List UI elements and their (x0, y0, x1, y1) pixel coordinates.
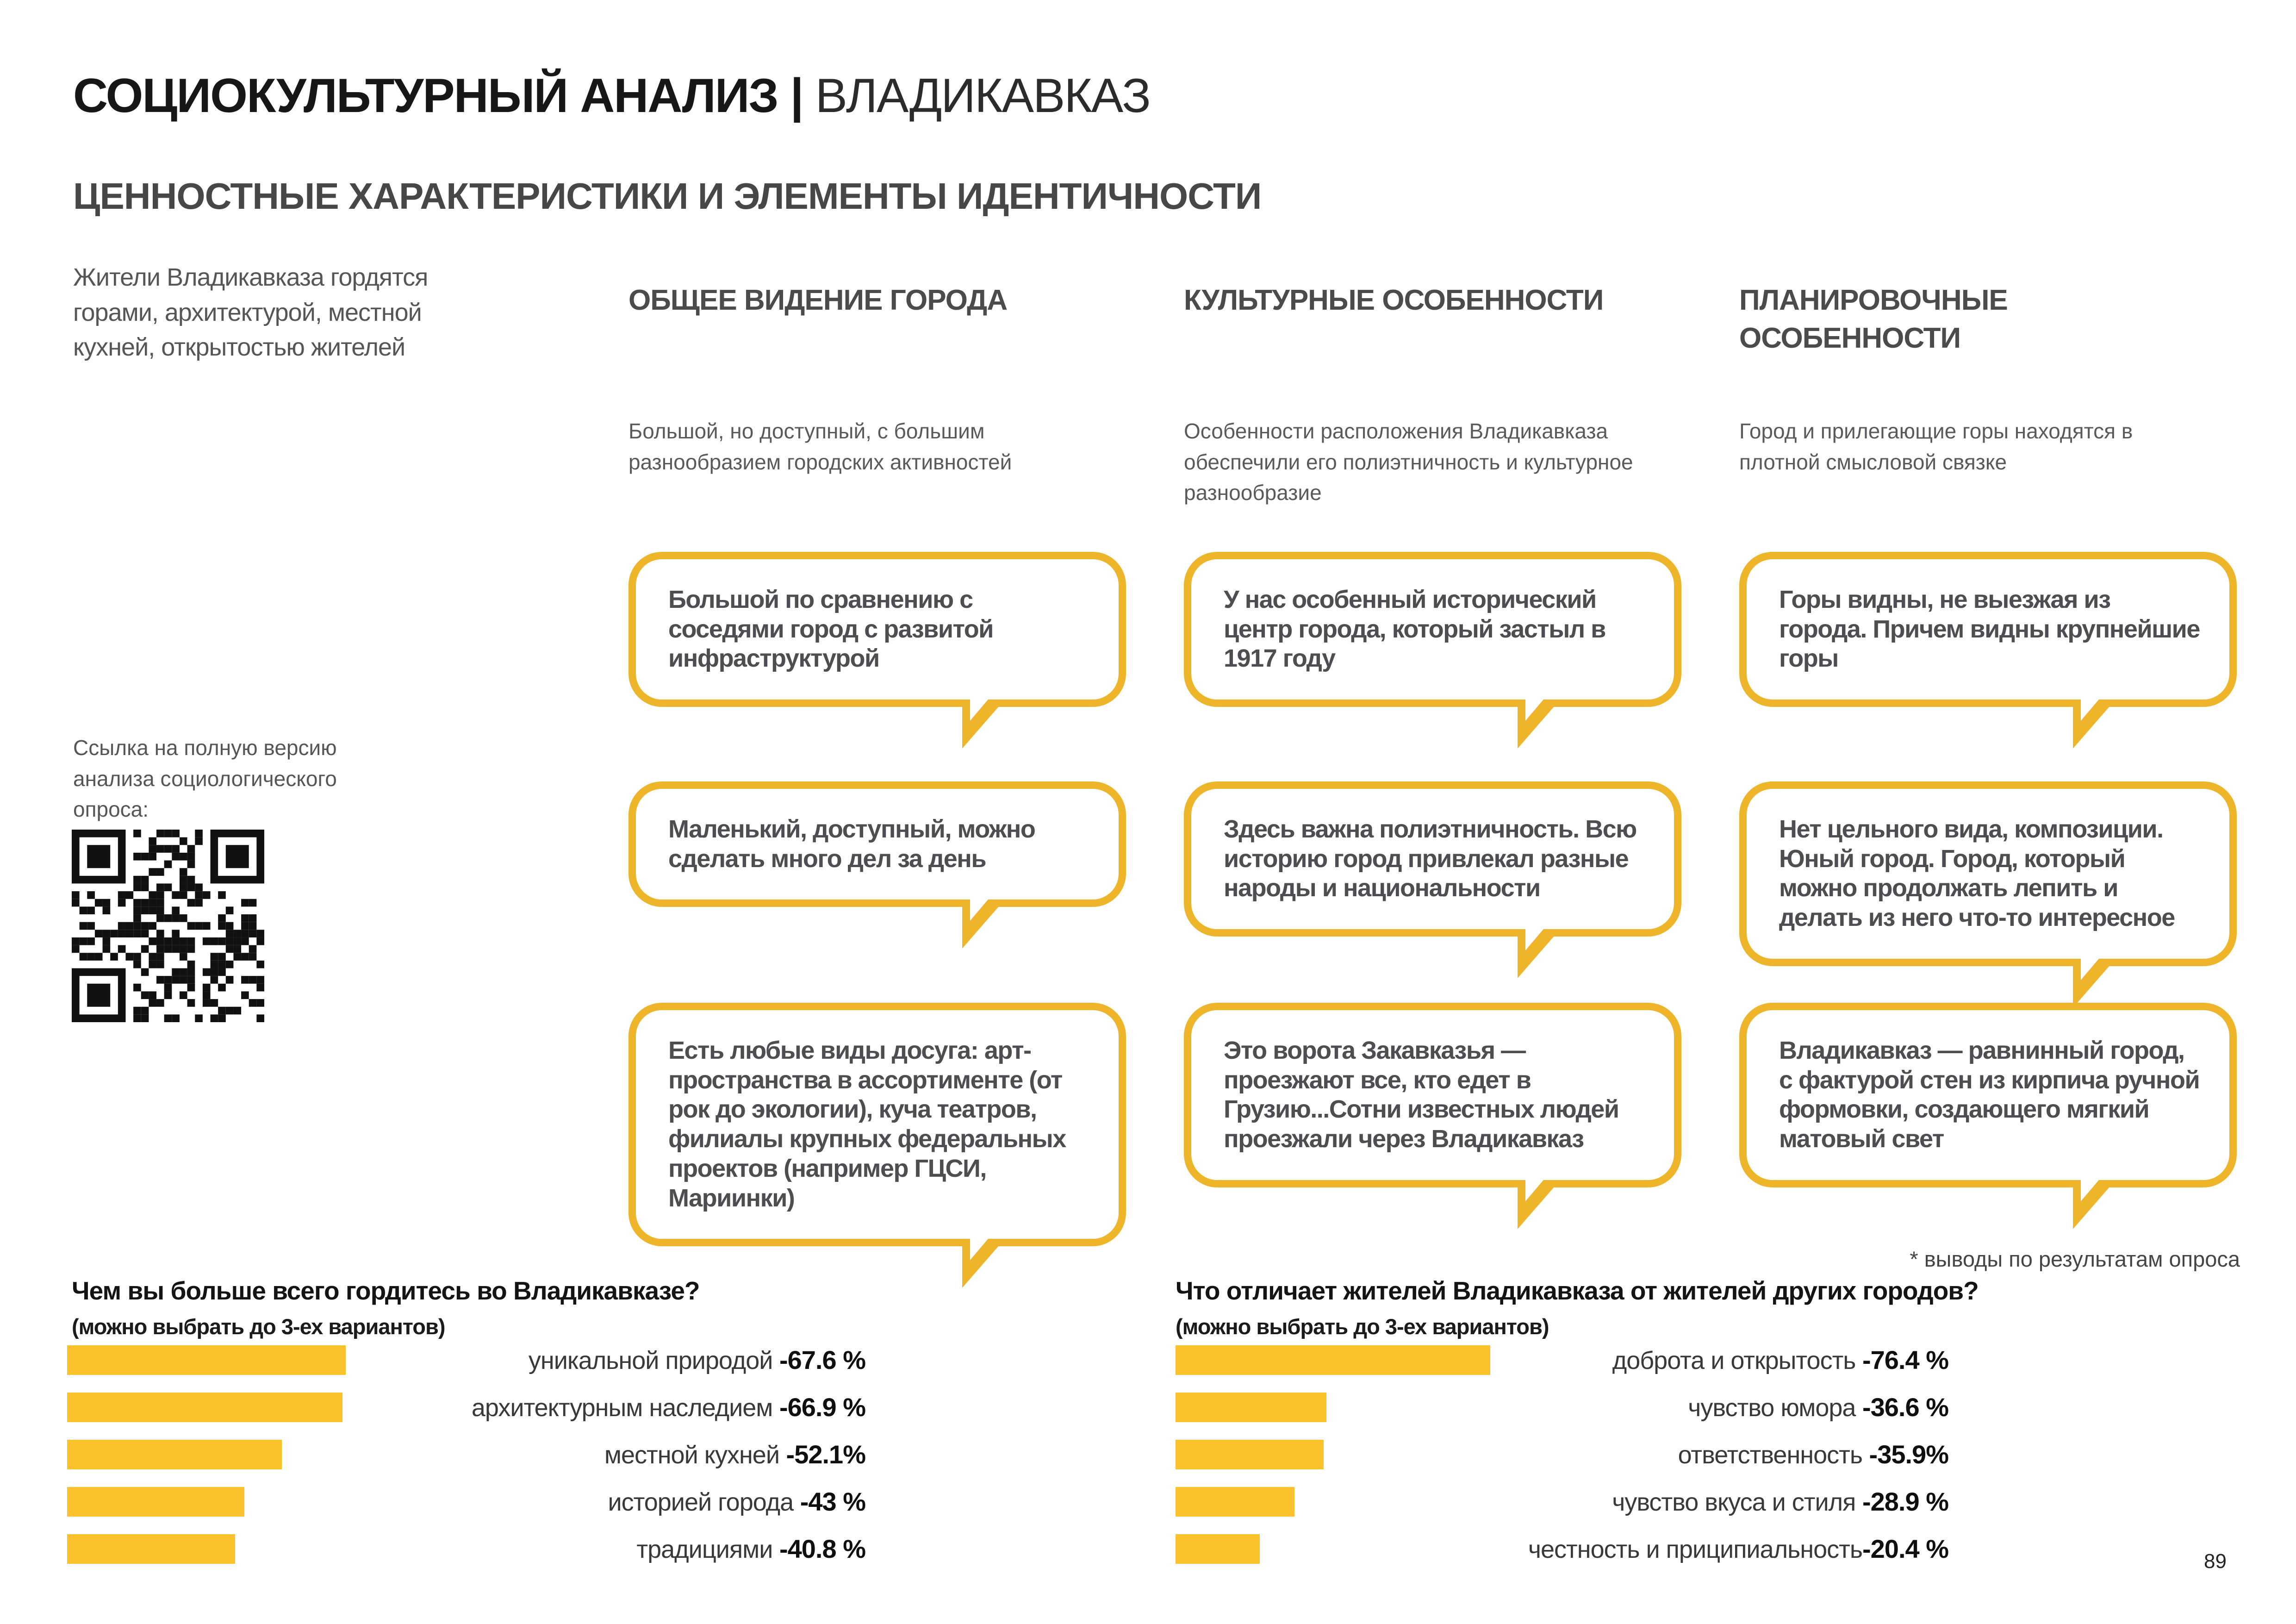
bar (67, 1534, 235, 1564)
bar-chart-pride (67, 1345, 865, 1595)
bar-row (67, 1534, 865, 1564)
bar-label: историей города -43 % (608, 1487, 865, 1516)
quote-text: Владикавказ — равнинный город, с фактурой стен из кирпича ручной формовки, создающего мягкий матовый свет (1779, 1037, 2200, 1153)
intro-text: Жители Владикавказа гордятся горами, архитектурой, местной кухней, открытостью жителей (73, 263, 428, 362)
column-subtext-vision: Большой, но доступный, с большим разнообразием городских активностей (628, 419, 1012, 474)
bar (67, 1487, 244, 1517)
bar-label: ответственность -35.9% (1678, 1440, 1948, 1469)
quote-bubble (628, 552, 1126, 707)
quote-text: Нет цельного вида, композиции. Юный город. Город, который можно продолжать лепить и делать из него что-то интересное (1779, 815, 2175, 932)
chart-subtitle-pride: (можно выбрать до 3-ех вариантов) (72, 1314, 445, 1339)
quote-bubble (1739, 552, 2237, 707)
bar (1176, 1440, 1324, 1469)
quote-bubble (628, 1003, 1126, 1246)
quote-text: Маленький, доступный, можно сделать много дел за день (668, 815, 1035, 873)
column-subtext-planning: Город и прилегающие горы находятся в плотной смысловой связке (1739, 419, 2133, 474)
bar (67, 1393, 342, 1422)
bar-label: чувство вкуса и стиля -28.9 % (1612, 1487, 1948, 1516)
quote-text: Большой по сравнению с соседями город с развитой инфраструктурой (668, 586, 993, 673)
quote-bubble (628, 781, 1126, 907)
bar (1176, 1487, 1294, 1517)
bar (1176, 1345, 1490, 1375)
bar (1176, 1393, 1326, 1422)
quote-text: У нас особенный исторический центр города, который застыл в 1917 году (1224, 586, 1605, 673)
column-header-vision: ОБЩЕЕ ВИДЕНИЕ ГОРОДА (628, 284, 1008, 316)
qr-label: Ссылка на полную версию анализа социологического опроса: (73, 736, 337, 822)
bar-label: архитектурным наследием -66.9 % (471, 1393, 865, 1422)
quote-bubble (1739, 1003, 2237, 1187)
page-subtitle: ЦЕННОСТНЫЕ ХАРАКТЕРИСТИКИ И ЭЛЕМЕНТЫ ИДЕНТИЧНОСТИ (73, 175, 1262, 217)
bar-row (1176, 1393, 1948, 1422)
bar-label: чувство юмора -36.6 % (1688, 1393, 1948, 1422)
bar (67, 1440, 282, 1469)
column-subtext-culture: Особенности расположения Владикавказа обеспечили его полиэтничность и культурное разнообразие (1184, 419, 1633, 505)
bar-label: местной кухней -52.1% (604, 1440, 865, 1469)
column-header-culture: КУЛЬТУРНЫЕ ОСОБЕННОСТИ (1184, 284, 1604, 316)
bar (67, 1345, 346, 1375)
bar-row (67, 1345, 865, 1375)
chart-subtitle-residents: (можно выбрать до 3-ех вариантов) (1176, 1314, 1549, 1339)
bar-row (67, 1440, 865, 1469)
quote-bubble (1739, 781, 2237, 966)
quote-text: Есть любые виды досуга: арт-пространства в ассортименте (от рок до экологии), куча театров, филиалы крупных федеральных проектов (например ГЦСИ, Мариинки) (668, 1037, 1066, 1212)
survey-footnote: * выводы по результатам опроса (1910, 1247, 2240, 1271)
bar-row (67, 1487, 865, 1517)
bar-chart-residents (1176, 1345, 1948, 1595)
bar-label: доброта и открытость -76.4 % (1612, 1345, 1948, 1374)
bar-row (1176, 1345, 1948, 1375)
bar-row (1176, 1534, 1948, 1564)
page-title-main: СОЦИОКУЛЬТУРНЫЙ АНАЛИЗ | (73, 69, 803, 123)
bar-row (1176, 1487, 1948, 1517)
quote-text: Здесь важна полиэтничность. Всю историю город привлекал разные народы и национальности (1224, 815, 1636, 902)
quote-bubble (1184, 1003, 1681, 1187)
page-number: 89 (2204, 1550, 2227, 1573)
page-title (73, 69, 1150, 124)
bar-label: традициями -40.8 % (636, 1534, 865, 1563)
qr-code (72, 830, 264, 1022)
quote-text: Это ворота Закавказья — проезжают все, кто едет в Грузию...Сотни известных людей проезжали через Владикавказ (1224, 1037, 1619, 1153)
column-header-planning: ПЛАНИРОВОЧНЫЕ ОСОБЕННОСТИ (1739, 284, 2008, 354)
quote-text: Горы видны, не выезжая из города. Причем видны крупнейшие горы (1779, 586, 2200, 673)
bar-row (1176, 1440, 1948, 1469)
chart-title-pride: Чем вы больше всего гордитесь во Владикавказе? (72, 1276, 700, 1305)
bar-label: уникальной природой -67.6 % (528, 1345, 865, 1374)
bar (1176, 1534, 1260, 1564)
quote-bubble (1184, 552, 1681, 707)
quote-bubble (1184, 781, 1681, 937)
bar-label: честность и приципиальность-20.4 % (1528, 1534, 1948, 1563)
qr-code-image (72, 830, 264, 1022)
bar-row (67, 1393, 865, 1422)
page-title-city: ВЛАДИКАВКАЗ (815, 69, 1150, 123)
chart-title-residents: Что отличает жителей Владикавказа от жителей других городов? (1176, 1276, 1979, 1305)
